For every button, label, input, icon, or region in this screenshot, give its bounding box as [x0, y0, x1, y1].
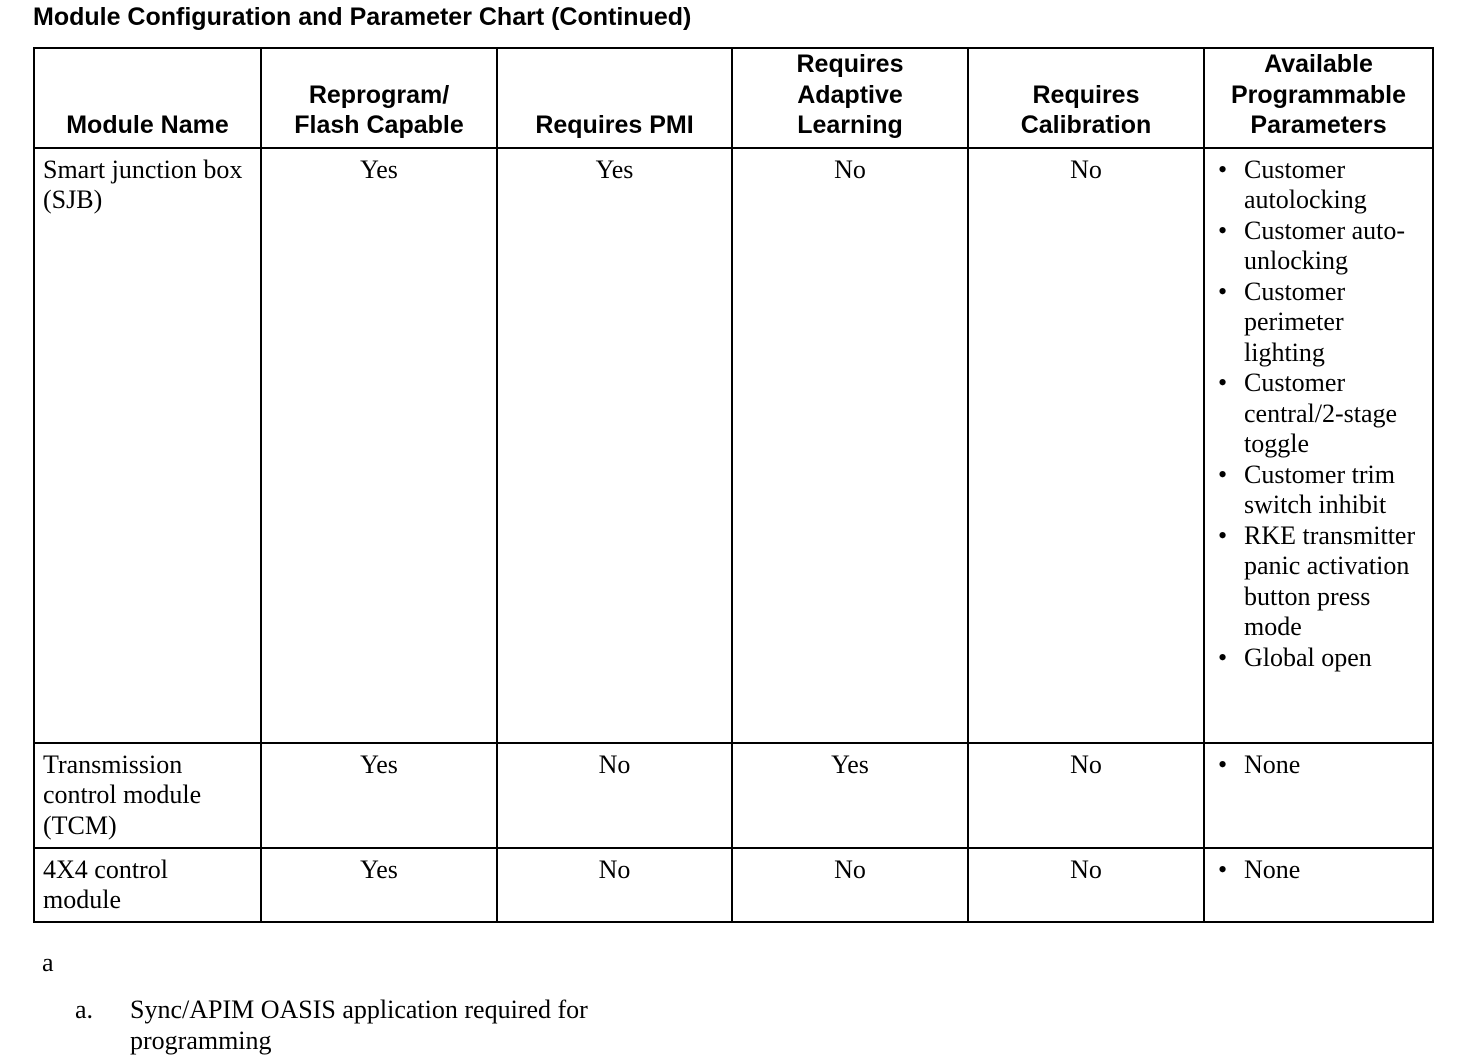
parameter-item: • Customer central/2-stage toggle: [1218, 368, 1398, 458]
cell-pmi: No: [497, 848, 732, 922]
parameter-item: • Customer auto-unlocking: [1218, 215, 1406, 275]
table-header-row: [34, 48, 1433, 148]
parameter-item: • Customer trim switch inhibit: [1218, 459, 1395, 519]
parameter-item: • Customer autolocking: [1218, 154, 1367, 214]
cell-calibration: No: [968, 148, 1204, 743]
cell-calibration: No: [968, 743, 1204, 848]
cell-reprogram: Yes: [261, 848, 497, 922]
bullet-icon: •: [1218, 854, 1228, 884]
cell-adaptive-learning: Yes: [732, 743, 968, 848]
table-row: [34, 848, 1433, 922]
bullet-icon: •: [1218, 368, 1228, 397]
bullet-icon: •: [1218, 276, 1228, 306]
bullet-icon: •: [1218, 154, 1228, 184]
parameter-item: • Global open: [1218, 642, 1372, 672]
parameter-list: [1213, 750, 1424, 781]
header-requires-pmi: Requires PMI: [497, 48, 732, 148]
footnote-label: a.: [75, 995, 94, 1024]
cell-pmi: Yes: [497, 148, 732, 743]
bullet-icon: •: [1218, 749, 1228, 779]
cell-adaptive-learning: No: [732, 148, 968, 743]
header-available-programmable-parameters: Available Programmable Parameters: [1204, 48, 1433, 148]
header-requires-adaptive-learning: Requires Adaptive Learning: [732, 48, 968, 148]
bullet-icon: •: [1218, 520, 1228, 550]
parameter-item: • None: [1218, 854, 1301, 884]
parameter-list: [1213, 855, 1424, 886]
header-requires-calibration: Requires Calibration: [968, 48, 1204, 148]
table-row: [34, 148, 1433, 743]
header-module-name: Module Name: [34, 48, 261, 148]
cell-module-name: 4X4 control module: [34, 848, 261, 922]
cell-parameters: [1204, 148, 1433, 743]
cell-parameters: [1204, 743, 1433, 848]
parameter-item: • Customer perimeter lighting: [1218, 276, 1346, 367]
module-parameter-table: [33, 47, 1434, 923]
footnote-text: Sync/APIM OASIS application required for programming: [130, 995, 588, 1055]
cell-adaptive-learning: No: [732, 848, 968, 922]
bullet-icon: •: [1218, 642, 1228, 672]
table-row: [34, 743, 1433, 848]
cell-parameters: [1204, 848, 1433, 922]
parameter-item: • RKE transmitter panic activation button press mode: [1218, 520, 1416, 641]
page-title: Module Configuration and Parameter Chart (Continued): [33, 3, 692, 31]
parameter-item: • None: [1218, 749, 1301, 779]
header-reprogram-flash-capable: Reprogram/ Flash Capable: [261, 48, 497, 148]
cell-calibration: No: [968, 848, 1204, 922]
parameter-list: [1213, 155, 1424, 674]
cell-reprogram: Yes: [261, 148, 497, 743]
cell-reprogram: Yes: [261, 743, 497, 848]
bullet-icon: •: [1218, 459, 1228, 489]
cell-pmi: No: [497, 743, 732, 848]
cell-module-name: Smart junction box (SJB): [34, 148, 261, 743]
footnote-marker: a: [42, 948, 54, 977]
bullet-icon: •: [1218, 215, 1228, 245]
cell-module-name: Transmission control module (TCM): [34, 743, 261, 848]
footnote: [75, 994, 675, 1056]
